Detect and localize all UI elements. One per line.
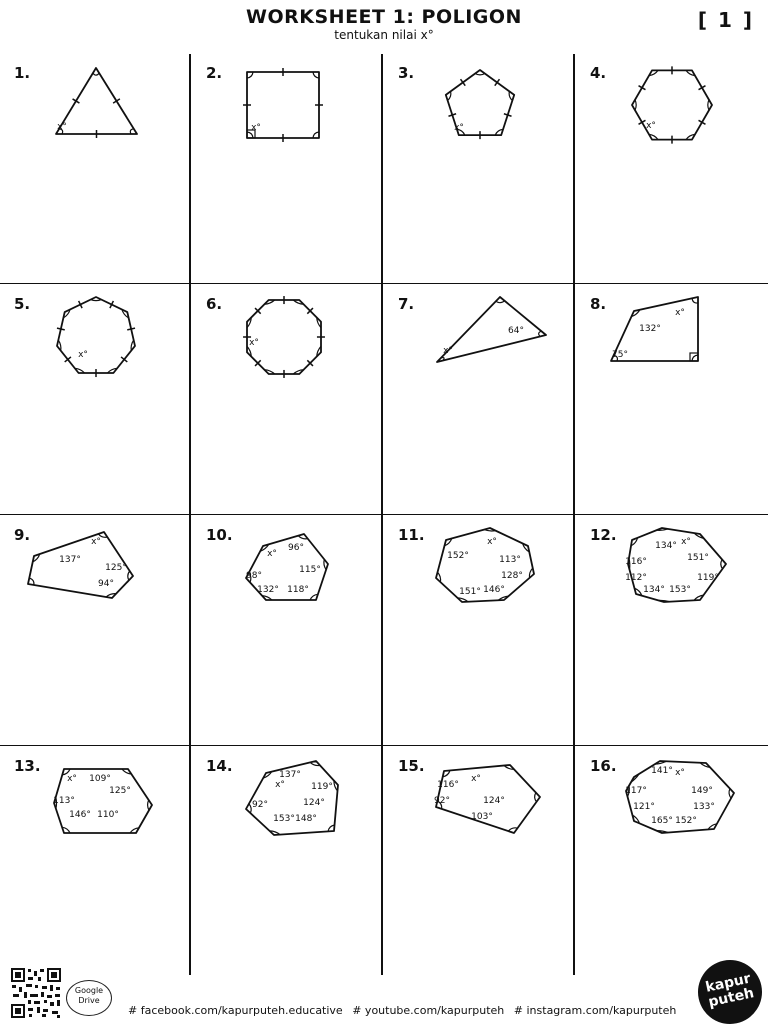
angle-label: 109° bbox=[89, 774, 111, 784]
page-number: [ 1 ] bbox=[697, 8, 754, 32]
polygon-shape bbox=[57, 297, 135, 373]
angle-label: 96° bbox=[288, 543, 304, 553]
angle-label: 134° bbox=[655, 541, 677, 551]
question-cell bbox=[192, 54, 384, 285]
angle-label: 94° bbox=[98, 579, 114, 589]
angle-label: 125° bbox=[109, 786, 131, 796]
question-number: 3. bbox=[398, 64, 415, 82]
angle-label: 121° bbox=[633, 802, 655, 812]
angle-arc bbox=[475, 74, 485, 75]
polygon-figure bbox=[576, 747, 768, 867]
angle-label: x° bbox=[78, 350, 88, 360]
angle-label: 92° bbox=[434, 796, 450, 806]
angle-label: 133° bbox=[693, 802, 715, 812]
angle-label: 134° bbox=[643, 585, 665, 595]
footer bbox=[0, 960, 768, 1024]
question-number: 12. bbox=[590, 526, 617, 544]
polygon-figure bbox=[192, 54, 384, 174]
question-cell bbox=[192, 285, 384, 516]
angle-label: 119° bbox=[697, 573, 719, 583]
angle-label: 128° bbox=[501, 571, 523, 581]
question-cell bbox=[192, 516, 384, 747]
angle-label: 151° bbox=[687, 553, 709, 563]
question-number: 16. bbox=[590, 757, 617, 775]
worksheet-instruction: tentukan nilai x° bbox=[334, 28, 434, 42]
polygon-shape bbox=[437, 297, 546, 362]
angle-label: 149° bbox=[691, 786, 713, 796]
question-number: 8. bbox=[590, 295, 607, 313]
angle-arc bbox=[635, 100, 636, 110]
question-number: 15. bbox=[398, 757, 425, 775]
google-drive-badge[interactable]: Google Drive bbox=[66, 980, 112, 1016]
angle-label: 103° bbox=[471, 812, 493, 822]
polygon-figure bbox=[576, 285, 768, 405]
angle-label: x° bbox=[57, 122, 67, 132]
question-number: 1. bbox=[14, 64, 31, 82]
polygon-figure bbox=[192, 516, 384, 636]
angle-label: 124° bbox=[303, 798, 325, 808]
angle-arc bbox=[631, 774, 639, 782]
polygon-figure bbox=[576, 54, 768, 174]
angle-label: 165° bbox=[651, 816, 673, 826]
question-number: 4. bbox=[590, 64, 607, 82]
angle-label: 113° bbox=[499, 555, 521, 565]
instagram-link[interactable]: # instagram.com/kapurputeh bbox=[513, 1004, 677, 1017]
question-cell bbox=[384, 285, 576, 516]
question-cell bbox=[0, 54, 192, 285]
angle-label: x° bbox=[487, 537, 497, 547]
angle-label: 152° bbox=[675, 816, 697, 826]
angle-label: x° bbox=[251, 123, 261, 133]
question-cell bbox=[0, 285, 192, 516]
question-number: 11. bbox=[398, 526, 425, 544]
angle-label: x° bbox=[454, 123, 464, 133]
angle-label: 148° bbox=[295, 814, 317, 824]
question-cell bbox=[576, 516, 768, 747]
angle-label: 152° bbox=[447, 551, 469, 561]
angle-label: 118° bbox=[287, 585, 309, 595]
angle-label: 137° bbox=[279, 770, 301, 780]
angle-label: x° bbox=[675, 308, 685, 318]
question-number: 7. bbox=[398, 295, 415, 313]
angle-label: x° bbox=[443, 346, 453, 356]
angle-arc bbox=[93, 73, 99, 75]
angle-label: 141° bbox=[651, 766, 673, 776]
worksheet-header bbox=[0, 6, 768, 42]
angle-label: x° bbox=[681, 537, 691, 547]
question-cell bbox=[384, 54, 576, 285]
facebook-link[interactable]: # facebook.com/kapurputeh.educative bbox=[128, 1004, 343, 1017]
polygon-shape bbox=[56, 68, 137, 134]
angle-label: 125° bbox=[105, 563, 127, 573]
question-cell bbox=[384, 747, 576, 978]
question-number: 6. bbox=[206, 295, 223, 313]
angle-label: x° bbox=[471, 774, 481, 784]
angle-label: 132° bbox=[639, 324, 661, 334]
angle-label: 132° bbox=[257, 585, 279, 595]
question-number: 2. bbox=[206, 64, 223, 82]
worksheet-title: WORKSHEET 1: POLIGON bbox=[246, 6, 522, 28]
polygon-figure bbox=[0, 285, 192, 405]
angle-label: x° bbox=[675, 768, 685, 778]
polygon-figure bbox=[576, 516, 768, 636]
question-cell bbox=[576, 285, 768, 516]
polygon-shape bbox=[632, 70, 712, 139]
question-cell bbox=[384, 516, 576, 747]
angle-label: 112° bbox=[625, 573, 647, 583]
angle-label: x° bbox=[275, 780, 285, 790]
angle-label: 146° bbox=[483, 585, 505, 595]
equal-side-tick bbox=[127, 328, 135, 330]
social-links bbox=[128, 1004, 682, 1017]
angle-label: 137° bbox=[59, 555, 81, 565]
polygon-figure bbox=[0, 516, 192, 636]
angle-label: x° bbox=[267, 549, 277, 559]
angle-label: 124° bbox=[483, 796, 505, 806]
angle-label: 98° bbox=[246, 571, 262, 581]
polygon-figure bbox=[0, 54, 192, 174]
kapur-puteh-logo: kapur puteh bbox=[692, 954, 768, 1030]
question-number: 13. bbox=[14, 757, 41, 775]
angle-label: 153° bbox=[273, 814, 295, 824]
angle-label: x° bbox=[67, 774, 77, 784]
polygon-figure bbox=[0, 747, 192, 867]
question-number: 14. bbox=[206, 757, 233, 775]
qr-code-icon[interactable] bbox=[10, 967, 62, 1019]
equal-side-tick bbox=[57, 328, 65, 330]
question-cell bbox=[576, 54, 768, 285]
angle-label: 151° bbox=[459, 587, 481, 597]
angle-label: 116° bbox=[625, 557, 647, 567]
angle-label: 115° bbox=[299, 565, 321, 575]
angle-label: 92° bbox=[252, 800, 268, 810]
polygon-figure bbox=[384, 747, 576, 867]
angle-label: 64° bbox=[508, 326, 524, 336]
angle-label: 116° bbox=[437, 780, 459, 790]
angle-label: 113° bbox=[53, 796, 75, 806]
polygon-figure bbox=[192, 747, 384, 867]
polygon-figure bbox=[384, 516, 576, 636]
angle-label: 117° bbox=[625, 786, 647, 796]
angle-label: 153° bbox=[669, 585, 691, 595]
question-cell bbox=[0, 747, 192, 978]
question-cell bbox=[0, 516, 192, 747]
polygon-figure bbox=[384, 54, 576, 174]
angle-arc bbox=[708, 100, 709, 110]
question-number: 10. bbox=[206, 526, 233, 544]
question-number: 9. bbox=[14, 526, 31, 544]
question-cell bbox=[576, 747, 768, 978]
angle-label: 146° bbox=[69, 810, 91, 820]
angle-label: x° bbox=[91, 537, 101, 547]
angle-label: x° bbox=[646, 121, 656, 131]
question-number: 5. bbox=[14, 295, 31, 313]
angle-label: x° bbox=[249, 338, 259, 348]
youtube-link[interactable]: # youtube.com/kapurputeh bbox=[352, 1004, 505, 1017]
polygon-figure bbox=[192, 285, 384, 405]
angle-label: 110° bbox=[97, 810, 119, 820]
angle-label: 75° bbox=[612, 350, 628, 360]
polygon-figure bbox=[384, 285, 576, 405]
angle-arc bbox=[91, 300, 102, 301]
question-cell bbox=[192, 747, 384, 978]
angle-label: 119° bbox=[311, 782, 333, 792]
